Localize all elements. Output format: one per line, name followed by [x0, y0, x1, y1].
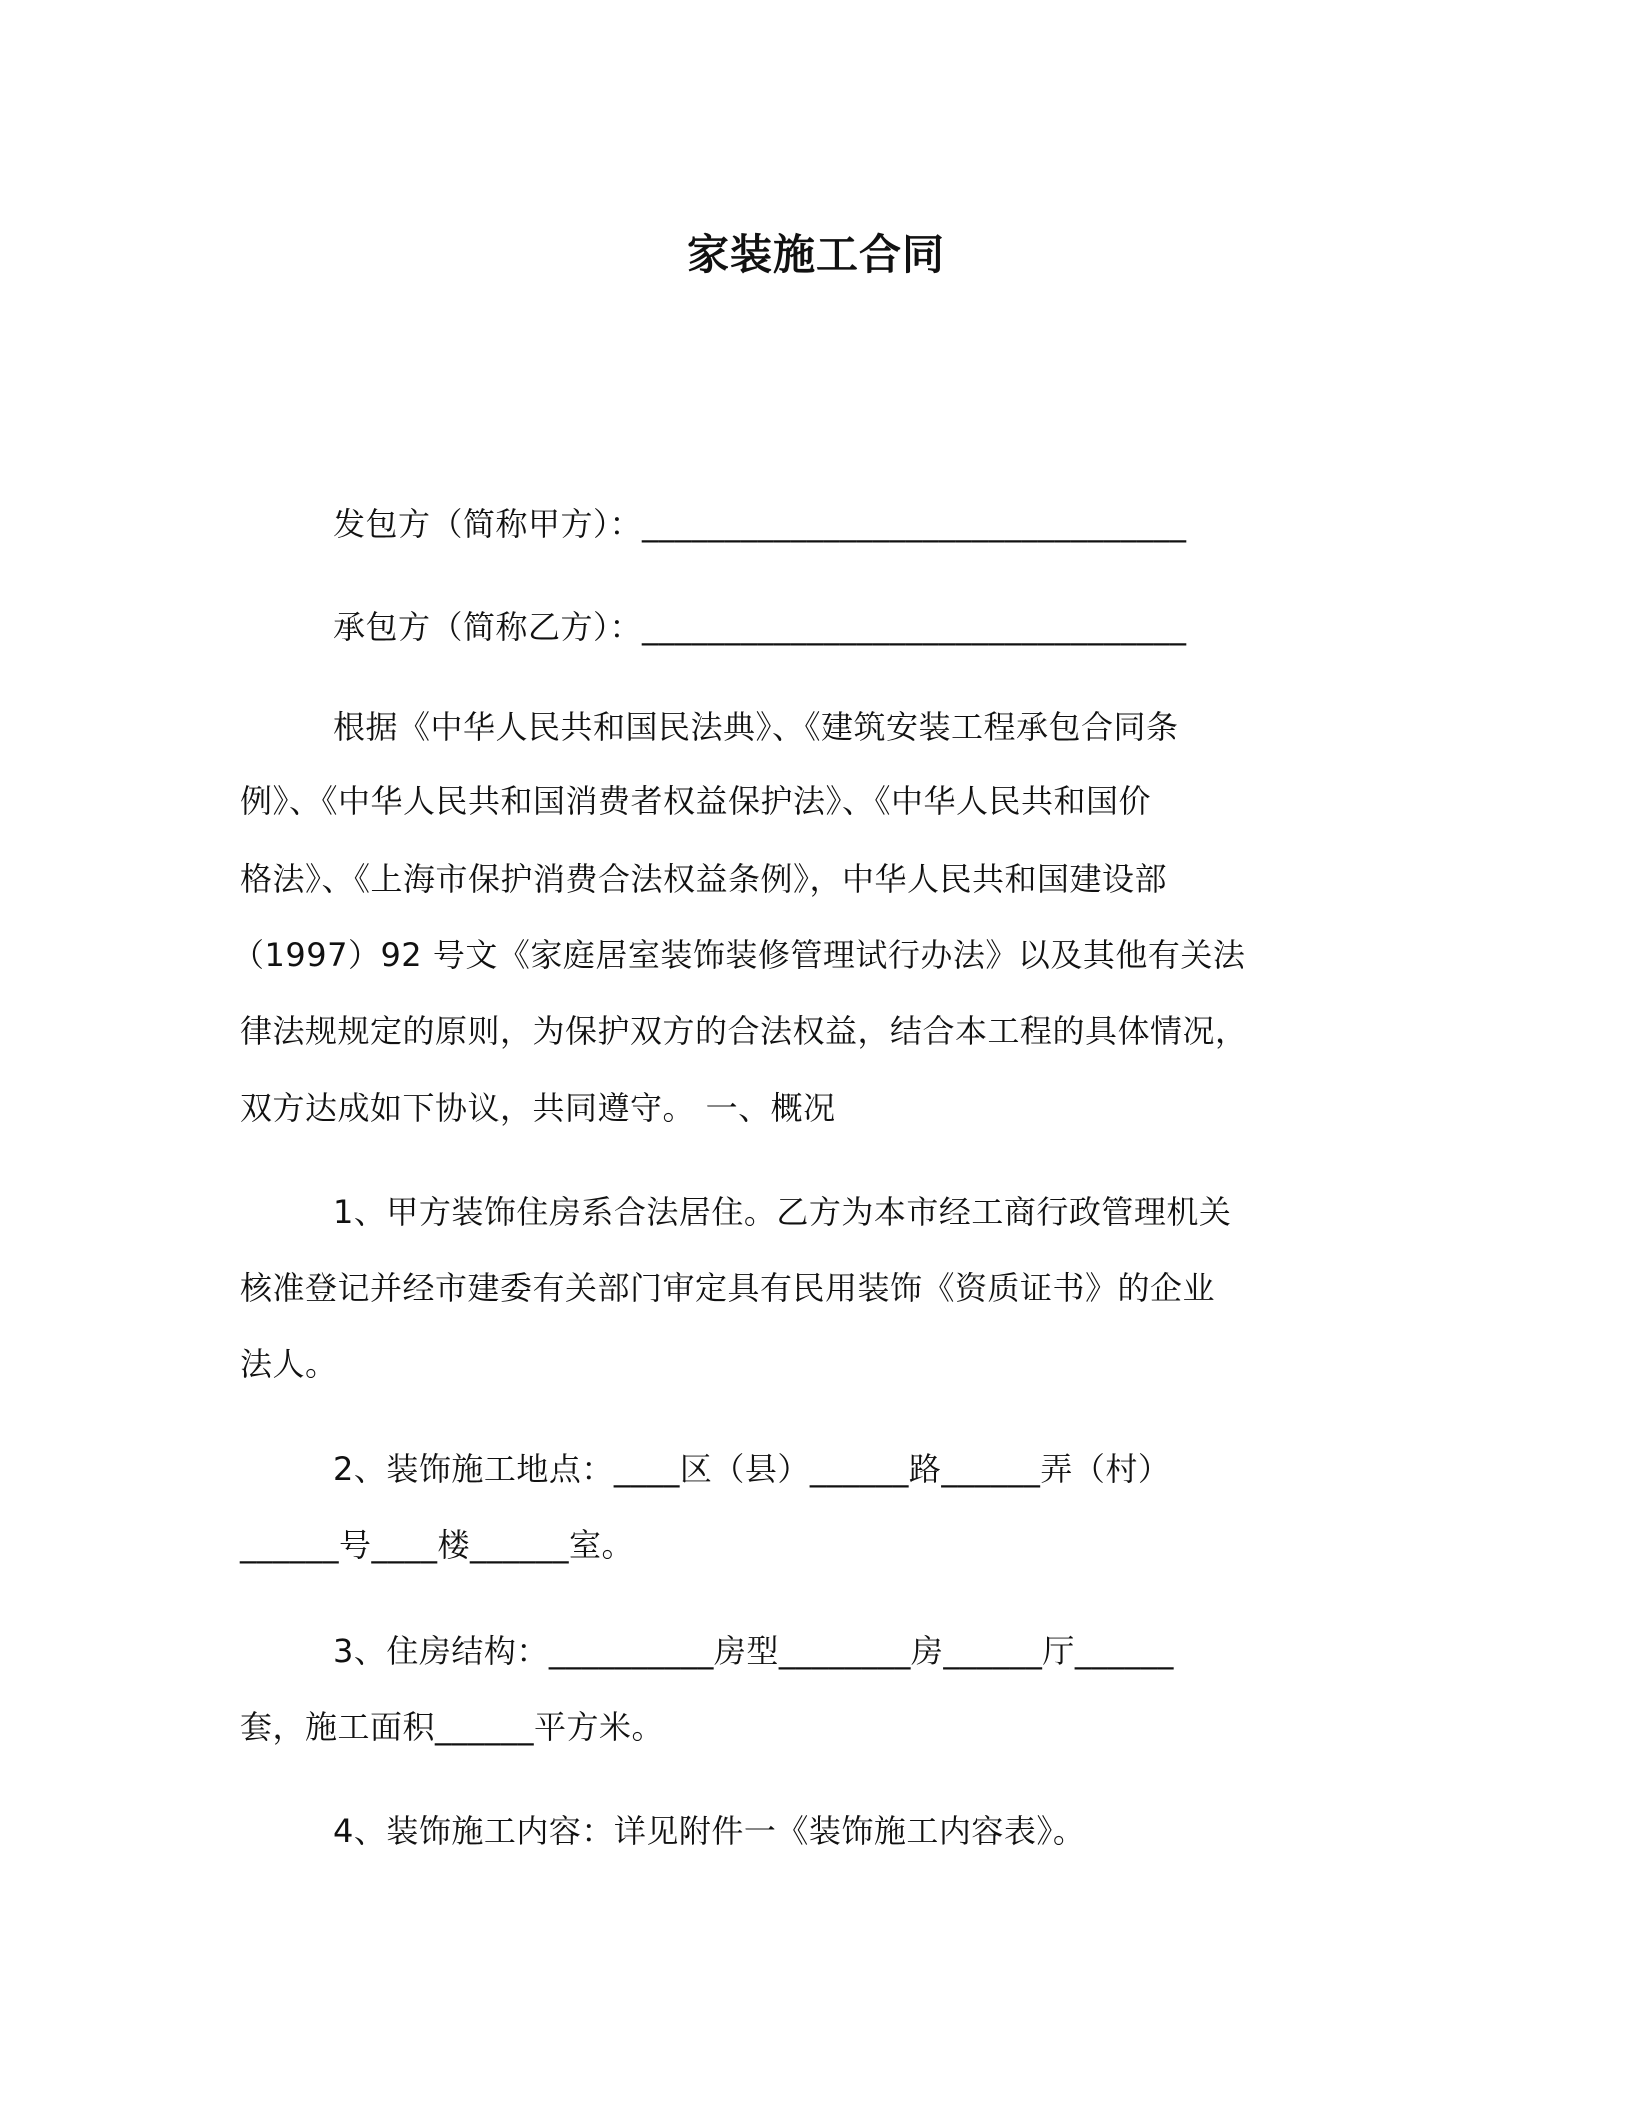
preamble-line: （1997）92 号文《家庭居室装饰装修管理试行办法》以及其他有关法 [232, 936, 1246, 974]
document-title: 家装施工合同 [686, 230, 945, 279]
clause-line: 核准登记并经市建委有关部门审定具有民用装饰《资质证书》的企业 [240, 1269, 1216, 1307]
clause-line: ______号____楼______室。 [240, 1526, 635, 1564]
clause-line: 2、装饰施工地点：____区（县）______路______弄（村） [333, 1450, 1171, 1488]
party-b-field: 承包方（简称乙方）：_________________________________ [333, 608, 1187, 646]
clause-line: 3、住房结构：__________房型________房______厅______ [333, 1632, 1174, 1670]
preamble-line: 格法》、《上海市保护消费合法权益条例》，中华人民共和国建设部 [240, 860, 1168, 898]
clause-line: 4、装饰施工内容：详见附件一《装饰施工内容表》。 [333, 1812, 1086, 1850]
clause-line: 法人。 [240, 1345, 338, 1383]
preamble-line: 双方达成如下协议，共同遵守。 一、概况 [240, 1089, 836, 1127]
clause-line: 套，施工面积______平方米。 [240, 1708, 665, 1746]
preamble-line: 律法规规定的原则，为保护双方的合法权益，结合本工程的具体情况， [240, 1012, 1248, 1050]
party-a-field: 发包方（简称甲方）：_________________________________ [333, 505, 1187, 543]
clause-line: 1、甲方装饰住房系合法居住。乙方为本市经工商行政管理机关 [333, 1193, 1232, 1231]
preamble-line: 例》、《中华人民共和国消费者权益保护法》、《中华人民共和国价 [240, 782, 1152, 820]
preamble-line: 根据《中华人民共和国民法典》、《建筑安装工程承包合同条 [333, 708, 1179, 746]
